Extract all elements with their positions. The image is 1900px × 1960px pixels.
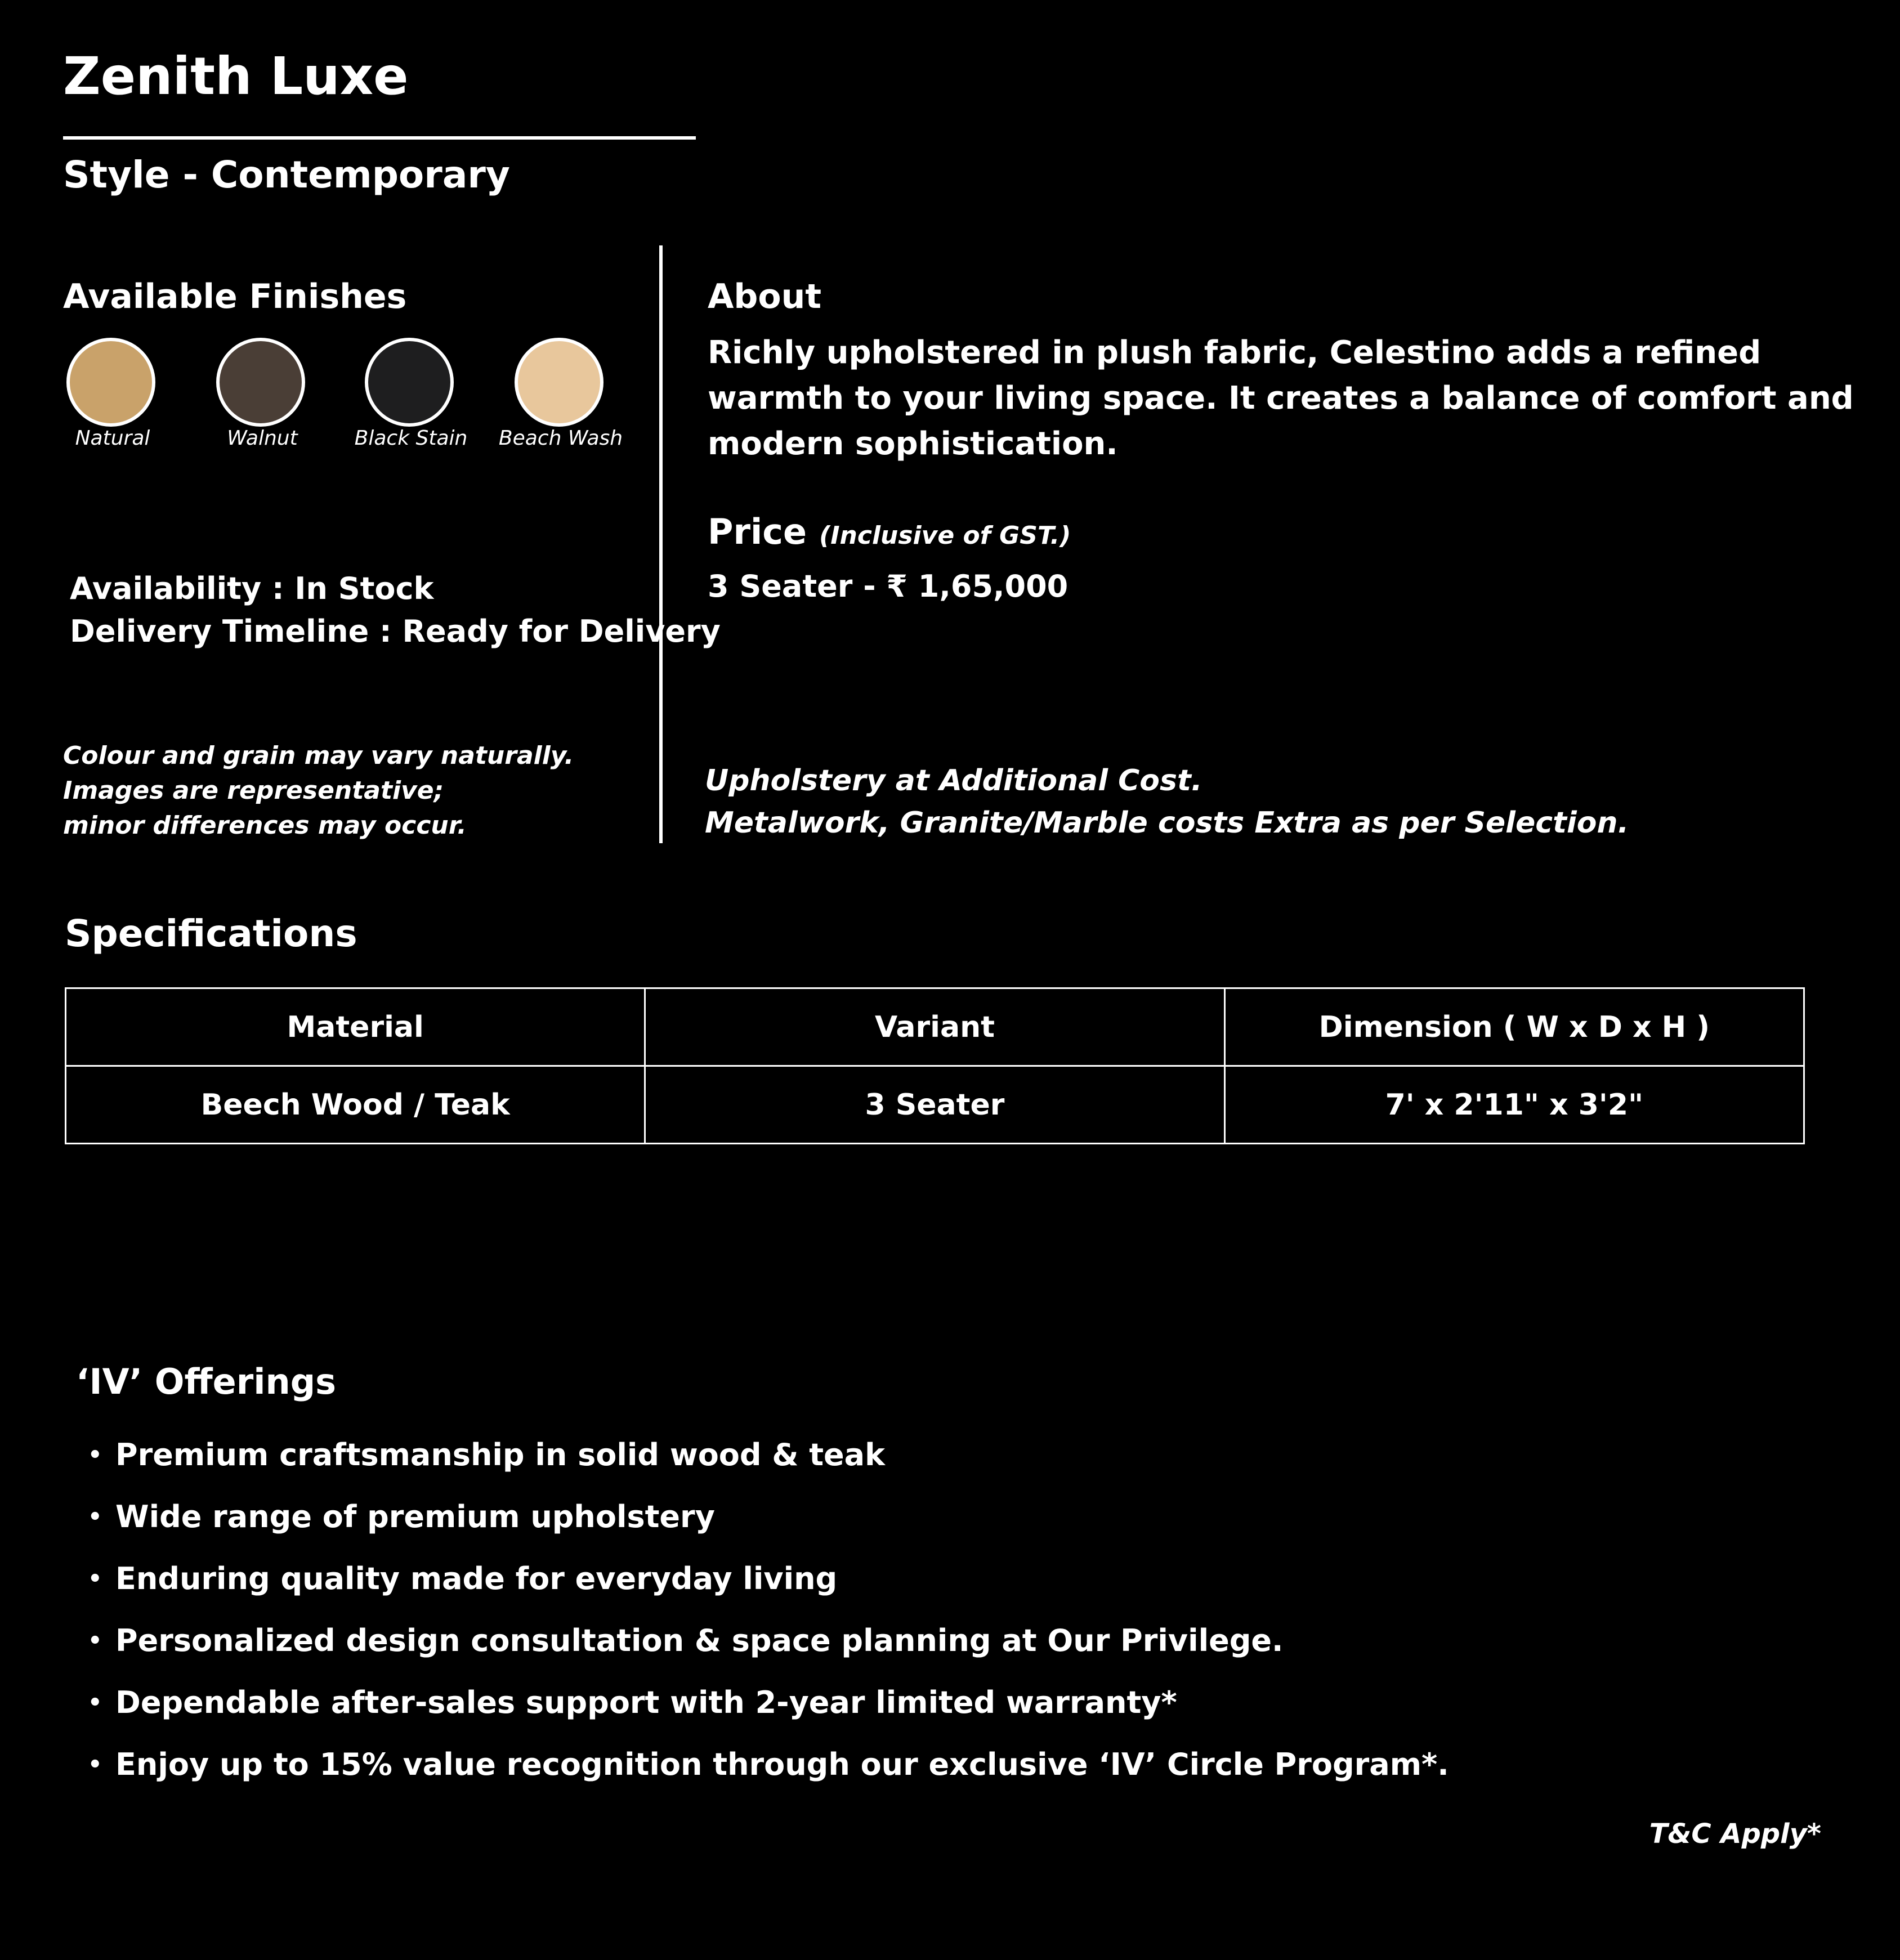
list-item bbox=[84, 1424, 1449, 1486]
price-heading: Price bbox=[708, 511, 807, 552]
bullet-icon: • bbox=[88, 1566, 102, 1592]
availability-info bbox=[70, 567, 721, 653]
finish-label: Beach Wash bbox=[498, 427, 623, 450]
finish-option-black-stain[interactable] bbox=[336, 338, 486, 467]
table-row bbox=[66, 1066, 1804, 1144]
offering-text: Personalized design consultation & space planning at Our Privilege. bbox=[115, 1623, 1284, 1658]
offering-text: Enduring quality made for everyday living bbox=[115, 1561, 838, 1596]
disclaimer-line: Colour and grain may vary naturally. bbox=[63, 741, 574, 770]
offering-text: Enjoy up to 15% value recognition through our exclusive ‘IV’ Circle Program*. bbox=[115, 1747, 1449, 1782]
about-line: modern sophistication. bbox=[708, 426, 1118, 462]
price-value: 3 Seater - ₹ 1,65,000 bbox=[708, 569, 1069, 604]
offerings-heading: ‘IV’ Offerings bbox=[76, 1361, 336, 1402]
about-line: warmth to your living space. It creates a balance of comfort and bbox=[708, 380, 1854, 417]
finish-label: Walnut bbox=[227, 427, 298, 450]
about-heading: About bbox=[708, 277, 822, 316]
bullet-icon: • bbox=[88, 1752, 102, 1778]
bullet-icon: • bbox=[88, 1628, 102, 1654]
about-description bbox=[708, 330, 1854, 467]
finish-label: Black Stain bbox=[354, 427, 468, 450]
finishes-heading: Available Finishes bbox=[63, 277, 407, 316]
offering-text: Dependable after-sales support with 2-year limited warranty* bbox=[115, 1685, 1177, 1720]
title-underline bbox=[63, 136, 696, 140]
list-item bbox=[84, 1548, 1449, 1610]
offerings-list bbox=[84, 1424, 1449, 1796]
delivery-timeline: Delivery Timeline : Ready for Delivery bbox=[70, 614, 721, 649]
table-header-row bbox=[66, 988, 1804, 1066]
table-header-cell: Variant bbox=[645, 988, 1224, 1066]
finish-swatch bbox=[515, 338, 603, 427]
list-item bbox=[84, 1734, 1449, 1796]
disclaimer-line: minor differences may occur. bbox=[63, 811, 467, 840]
cost-note-line: Metalwork, Granite/Marble costs Extra as per Selection. bbox=[705, 806, 1629, 840]
finish-label: Natural bbox=[75, 427, 150, 450]
finish-swatch bbox=[216, 338, 305, 427]
bullet-icon: • bbox=[88, 1504, 102, 1530]
price-tax-note: (Inclusive of GST.) bbox=[819, 521, 1071, 550]
specifications-heading: Specifications bbox=[65, 912, 357, 955]
list-item bbox=[84, 1672, 1449, 1734]
table-header-cell: Dimension ( W x D x H ) bbox=[1224, 988, 1804, 1066]
product-style: Style - Contemporary bbox=[63, 153, 510, 196]
price-header bbox=[708, 511, 1071, 552]
availability-status: Availability : In Stock bbox=[70, 571, 434, 606]
specifications-table bbox=[65, 987, 1805, 1144]
additional-cost-note bbox=[705, 760, 1629, 844]
bullet-icon: • bbox=[88, 1442, 102, 1468]
table-cell: 7' x 2'11" x 3'2" bbox=[1224, 1066, 1804, 1144]
table-cell: Beech Wood / Teak bbox=[66, 1066, 645, 1144]
column-divider bbox=[659, 245, 663, 843]
offering-text: Wide range of premium upholstery bbox=[115, 1499, 715, 1534]
cost-note-line: Upholstery at Additional Cost. bbox=[705, 764, 1202, 798]
finish-disclaimer bbox=[63, 739, 574, 843]
finish-option-walnut[interactable] bbox=[187, 338, 337, 467]
finish-option-beach-wash[interactable] bbox=[486, 338, 636, 467]
list-item bbox=[84, 1486, 1449, 1548]
bullet-icon: • bbox=[88, 1690, 102, 1716]
finish-swatch bbox=[66, 338, 155, 427]
about-line: Richly upholstered in plush fabric, Celestino adds a refined bbox=[708, 334, 1762, 371]
table-header-cell: Material bbox=[66, 988, 645, 1066]
finish-option-natural[interactable] bbox=[38, 338, 187, 467]
product-title: Zenith Luxe bbox=[63, 46, 409, 106]
finish-swatch bbox=[365, 338, 454, 427]
table-cell: 3 Seater bbox=[645, 1066, 1224, 1144]
terms-note: T&C Apply* bbox=[1649, 1818, 1821, 1850]
list-item bbox=[84, 1610, 1449, 1672]
offering-text: Premium craftsmanship in solid wood & teak bbox=[115, 1437, 886, 1473]
disclaimer-line: Images are representative; bbox=[63, 776, 444, 805]
